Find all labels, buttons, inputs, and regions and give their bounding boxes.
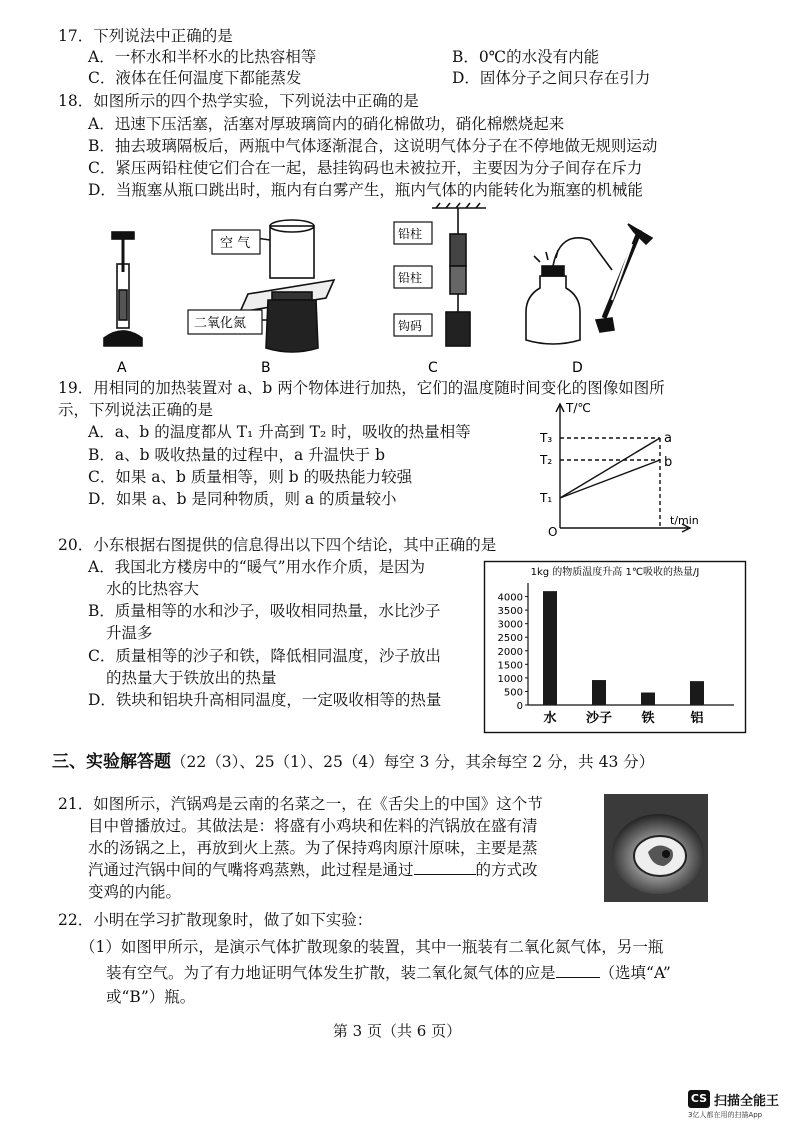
section3-note: （22（3）、25（1）、25（4）每空 3 分，其余每空 2 分，共 43 分）	[171, 753, 655, 771]
q17-option-a: A．一杯水和半杯水的比热容相等	[88, 48, 317, 66]
q21-line4a: 汽通过汽锅中间的气嘴将鸡蒸熟，此过程是通过	[88, 861, 414, 879]
q17-option-d: D．固体分子之间只存在引力	[452, 69, 651, 87]
q17-option-c: C．液体在任何温度下都能蒸发	[88, 69, 302, 87]
q21-line3: 水的汤锅之上，再放到火上蒸。为了保持鸡肉原汁原味，主要是蒸	[88, 839, 538, 857]
q19-option-a: A．a、b 的温度都从 T₁ 升高到 T₂ 时，吸收的热量相等	[88, 423, 471, 441]
section3-title: 三、实验解答题	[52, 752, 171, 772]
q21-answer-blank[interactable]	[414, 860, 476, 875]
graph-t1: T₁	[540, 491, 553, 505]
chart-bar-1	[592, 680, 606, 705]
chart-title: 1kg 的物质温度升高 1℃吸收的热量/J	[530, 567, 700, 578]
chart-y-tick-label: 0	[516, 701, 523, 712]
q18-option-c: C．紧压两铅柱使它们合在一起，悬挂钩码也未被拉开，主要因为分子间存在斥力	[88, 159, 643, 177]
chart-category-label: 水	[543, 711, 557, 726]
graph-line-a-label: a	[664, 431, 672, 446]
chart-y-tick-label: 4000	[497, 592, 523, 604]
graph-origin: O	[548, 525, 558, 539]
line-a	[560, 438, 660, 498]
q21-steam-pot-photo	[604, 794, 708, 902]
q19-option-c: C．如果 a、b 质量相等，则 b 的吸热能力较强	[88, 468, 413, 486]
q18-option-d: D．当瓶塞从瓶口跳出时，瓶内有白雾产生，瓶内气体的内能转化为瓶塞的机械能	[88, 181, 643, 199]
fig-b-air-label: 空 气	[220, 236, 251, 251]
q20-option-c-line2: 的热量大于铁放出的热量	[106, 669, 277, 687]
scanner-brand	[688, 1090, 788, 1118]
q20-option-a-line2: 水的比热容大	[106, 580, 200, 598]
graph-t2: T₂	[540, 453, 553, 467]
fig-b-no2-label: 二氧化氮	[194, 316, 247, 331]
brand-tagline: 3亿人都在用的扫描App	[688, 1111, 763, 1119]
q22-part1-line3: 或“B”）瓶。	[106, 988, 196, 1006]
q21-line4b: 的方式改	[475, 861, 538, 879]
q22-part1-line2a: 装有空气。为了有力地证明气体发生扩散，装二氧化氮气体的应是	[106, 964, 556, 982]
q21-line4	[88, 860, 538, 880]
q22-part1-line1: （1）如图甲所示，是演示气体扩散现象的装置，其中一瓶装有二氧化氮气体，另一瓶	[80, 938, 664, 956]
fig-a-label: A	[117, 360, 127, 376]
fig-c-lead-cylinders	[432, 203, 486, 346]
q18-figures	[0, 200, 794, 390]
q18-option-a: A．迅速下压活塞，活塞对厚玻璃筒内的硝化棉做功，硝化棉燃烧起来	[88, 115, 565, 133]
chart-y-tick-label: 1000	[497, 673, 523, 685]
q17-option-b: B．0℃的水没有内能	[452, 48, 600, 66]
q22-stem: 22．小明在学习扩散现象时，做了如下实验：	[58, 911, 373, 929]
line-b	[560, 460, 660, 498]
graph-line-b-label: b	[664, 455, 673, 470]
q18-option-b: B．抽去玻璃隔板后，两瓶中气体逐渐混合，这说明气体分子在不停地做无规则运动	[88, 137, 658, 155]
fig-c-lead2-label: 铅柱	[398, 271, 423, 285]
graph-t3: T₃	[540, 431, 553, 445]
chart-y-tick-label: 2500	[497, 633, 523, 645]
q20-bar-chart	[484, 561, 746, 733]
q19-stem-line2: 示，下列说法正确的是	[58, 401, 214, 419]
fig-d-bottle-pump	[526, 224, 652, 344]
brand-name: 扫描全能王	[714, 1094, 780, 1109]
chart-category-label: 铝	[690, 711, 704, 726]
q20-option-b-line1: B．质量相等的水和沙子，吸收相同热量，水比沙子	[88, 602, 441, 620]
chart-bar-3	[690, 681, 704, 705]
q19-option-d: D．如果 a、b 是同种物质，则 a 的质量较小	[88, 490, 397, 508]
q18-stem: 18．如图所示的四个热学实验，下列说法中正确的是	[58, 92, 419, 110]
q20-option-b-line2: 升温多	[106, 624, 153, 642]
q20-option-c-line1: C．质量相等的沙子和铁，降低相同温度，沙子放出	[88, 647, 441, 665]
fig-c-weight-label: 钩码	[398, 319, 423, 333]
q17-stem: 17．下列说法中正确的是	[58, 27, 233, 45]
q19-temperature-graph	[520, 398, 720, 538]
chart-y-tick-label: 3000	[497, 619, 523, 631]
chart-y-tick-label: 500	[503, 687, 523, 699]
fig-c-label: C	[428, 360, 438, 376]
cs-logo-icon: CS	[688, 1090, 710, 1108]
q21-line1: 21．如图所示，汽锅鸡是云南的名菜之一，在《舌尖上的中国》这个节	[58, 795, 543, 813]
fig-a-piston-apparatus	[104, 232, 142, 346]
chart-bar-0	[543, 591, 557, 705]
chart-bar-2	[641, 693, 655, 705]
page-footer: 第 3 页（共 6 页）	[332, 1022, 462, 1040]
q22-part1-line2	[106, 963, 671, 983]
q21-line5: 变鸡的内能。	[88, 883, 182, 901]
q20-option-d: D．铁块和铝块升高相同温度，一定吸收相等的热量	[88, 691, 442, 709]
graph-x-label: t/min	[670, 514, 699, 527]
q21-line2: 目中曾播放过。其做法是：将盛有小鸡块和佐料的汽锅放在盛有清	[88, 817, 538, 835]
chart-category-label: 铁	[641, 711, 655, 726]
q19-option-b: B．a、b 吸收热量的过程中，a 升温快于 b	[88, 446, 385, 464]
fig-c-lead1-label: 铅柱	[398, 227, 423, 241]
chart-y-tick-label: 1500	[497, 660, 523, 672]
chart-category-label: 沙子	[585, 711, 613, 726]
chart-y-tick-label: 3500	[497, 606, 523, 618]
q19-stem-line1: 19．用相同的加热装置对 a、b 两个物体进行加热，它们的温度随时间变化的图像如图所	[58, 379, 665, 397]
q20-stem: 20．小东根据右图提供的信息得出以下四个结论，其中正确的是	[58, 536, 497, 554]
fig-d-label: D	[572, 360, 583, 376]
section3-header	[52, 752, 654, 772]
q22-part1-line2b: （选填“A”	[599, 964, 671, 982]
q22-answer-blank[interactable]	[556, 963, 600, 978]
fig-b-label: B	[261, 360, 271, 376]
graph-y-label: T/℃	[566, 401, 591, 415]
chart-y-tick-label: 2000	[497, 646, 523, 658]
q20-option-a-line1: A．我国北方楼房中的“暖气”用水作介质，是因为	[88, 558, 426, 576]
